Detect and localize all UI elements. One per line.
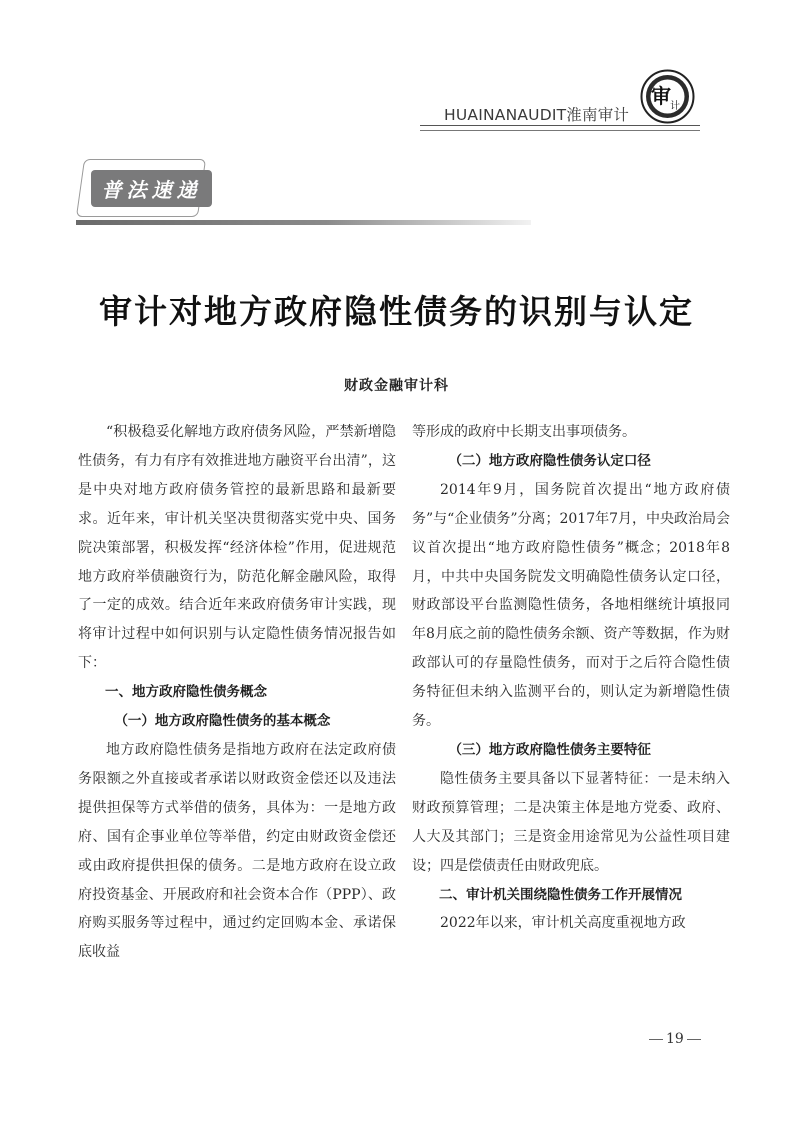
paragraph: 2014年9月，国务院首次提出“地方政府债务”与“企业债务”分离；2017年7月，中央政治局会议首次提出“地方政府隐性债务”概念；2018年8月，中共中央国务院发文明确隐性债务认定口径，财政部设平台监测隐性债务，各地相继统计填报同年8月底之前的隐性债务余额、资产等数据，作为财政部认可的存量隐性债务，而对于之后符合隐性债务特征但未纳入监测平台的，则认定为新增隐性债务。 <box>412 481 731 730</box>
page-number-value: 19 <box>666 1031 684 1047</box>
section-tab: 普法速递 <box>91 170 212 207</box>
article-author: 财政金融审计科 <box>344 378 449 394</box>
dash-right <box>687 1039 701 1040</box>
section-divider <box>76 220 531 225</box>
subsection-heading: （二）地方政府隐性债务认定口径 <box>448 452 651 469</box>
section-heading: 一、地方政府隐性债务概念 <box>105 684 267 701</box>
subsection-heading: （一）地方政府隐性债务的基本概念 <box>114 713 331 730</box>
paragraph: 2022年以来，审计机关高度重视地方政 <box>440 915 686 932</box>
paragraph: 地方政府隐性债务是指地方政府在法定政府债务限额之外直接或者承诺以财政资金偿还以及违法提供担保等方式举借的债务，具体为：一是地方政府、国有企事业单位等举借，约定由财政资金偿还或由政府提供担保的债务。二是地方政府在设立政府投资基金、开展政府和社会资本合作（PPP）、政府购买服务等过程中，通过约定回购本金、承诺保底收益 <box>78 741 396 961</box>
article-title: 审计对地方政府隐性债务的识别与认定 <box>99 292 694 331</box>
paragraph: 隐性债务主要具备以下显著特征：一是未纳入财政预算管理；二是决策主体是地方党委、政府、人大及其部门；三是资金用途常见为公益性项目建设；四是偿债责任由财政兜底。 <box>412 770 730 874</box>
section-heading: 二、审计机关围绕隐性债务工作开展情况 <box>439 886 682 903</box>
paragraph: “积极稳妥化解地方政府债务风险，严禁新增隐性债务，有力有序有效推进地方融资平台出清”，这是中央对地方政府债务管控的最新思路和最新要求。近年来，审计机关坚决贯彻落实党中央、国务院决策部署，积极发挥“经济体检”作用，促进规范地方政府举债融资行为，防范化解金融风险，取得了一定的成效。结合近年来政府债务审计实践，现将审计过程中如何识别与认定隐性债务情况报告如下： <box>78 424 396 672</box>
svg-text:审: 审 <box>651 84 671 108</box>
paragraph-continuation: 等形成的政府中长期支出事项债务。 <box>412 424 636 440</box>
right-column <box>412 418 730 938</box>
dash-left <box>649 1039 663 1040</box>
journal-brand: HUAINANAUDIT淮南审计 <box>444 106 630 124</box>
left-column <box>78 418 396 967</box>
subsection-heading: （三）地方政府隐性债务主要特征 <box>448 741 651 758</box>
journal-seal-logo <box>640 69 695 124</box>
svg-text:计: 计 <box>670 101 680 112</box>
header-divider <box>420 125 700 131</box>
page-number <box>646 1031 704 1047</box>
